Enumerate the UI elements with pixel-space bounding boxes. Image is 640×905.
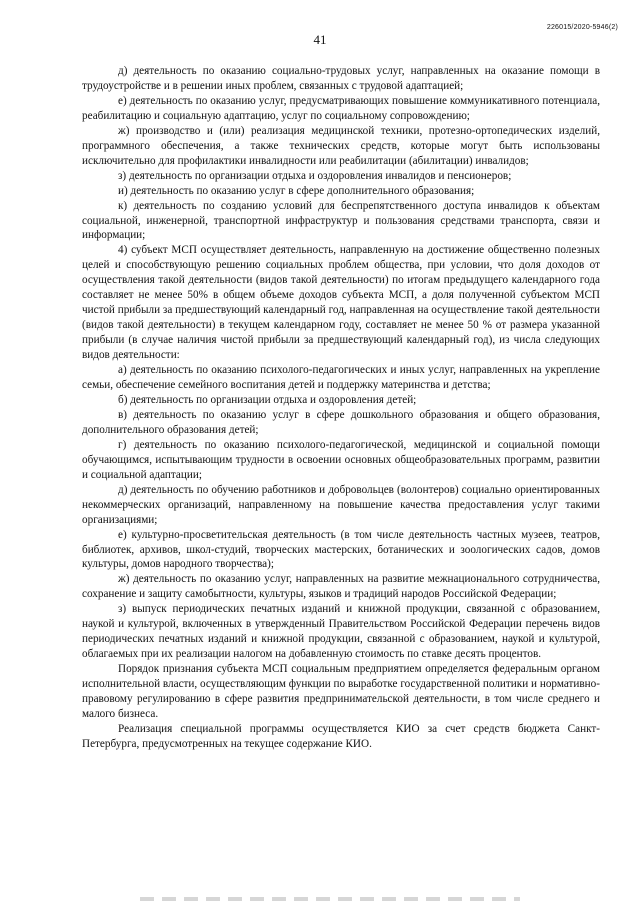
document-body <box>82 64 600 752</box>
page-number: 41 <box>313 32 327 47</box>
paragraph-4-social-goals: 4) субъект МСП осуществляет деятельность, направленную на достижение общественно полезных целей и способствующую решению социальных проблем общества, при условии, что доля доходов от осуществления такой деятельности (видов такой деятельности) по итогам предыдущего календарного года составляет не менее 50% в общем объеме доходов субъекта МСП, а доля полученной субъектом МСП чистой прибыли за предшествующий календарный год, направленная на осуществление такой деятельности (видов такой деятельности) в текущем календарном году, составляет не менее 50 % от размера указанной прибыли (в случае наличия чистой прибыли за предшествующий календарный год), из числа следующих видов деятельности: <box>82 244 600 362</box>
paragraph-e-communication: е) деятельность по оказанию услуг, предусматривающих повышение коммуникативного потенциала, реабилитацию и социальную адаптацию, услуг по социальному сопровождению; <box>82 94 600 122</box>
paragraph-e-cultural: е) культурно-просветительская деятельность (в том числе деятельность частных музеев, театров, библиотек, архивов, школ-студий, творческих мастерских, ботанических и зоологических садов, домов культуры, домов народного творчества); <box>82 528 600 571</box>
paragraph-b-children-recreation: б) деятельность по организации отдыха и оздоровления детей; <box>118 393 417 406</box>
footer-artifact <box>140 897 520 901</box>
paragraph-program-funding: Реализация специальной программы осуществляется КИО за счет средств бюджета Санкт-Петербурга, предусмотренных на текущее содержание КИО. <box>82 722 600 750</box>
paragraph-zh-interethnic: ж) деятельность по оказанию услуг, направленных на развитие межнационального сотрудничества, сохранение и защиту самобытности, культуры, языков и традиций народов Российской Федерации; <box>82 573 600 601</box>
paragraph-i-additional-education: и) деятельность по оказанию услуг в сфере дополнительного образования; <box>118 184 475 197</box>
paragraph-d-volunteer-training: д) деятельность по обучению работников и добровольцев (волонтеров) социально ориентированных некоммерческих организаций, направленному на повышение качества предоставления услуг такими организациями; <box>82 483 600 526</box>
paragraph-k-accessibility: к) деятельность по созданию условий для беспрепятственного доступа инвалидов к объектам социальной, инженерной, транспортной инфраструктур и пользования средствами транспорта, связи и информации; <box>82 199 600 242</box>
document-code: 226015/2020-5946(2) <box>546 24 618 31</box>
paragraph-recognition-procedure: Порядок признания субъекта МСП социальным предприятием определяется федеральным органом исполнительной власти, осуществляющим функции по выработке государственной политики и нормативно-правовому регулированию в сфере развития предпринимательской деятельности, в том числе среднего и малого бизнеса. <box>82 663 600 720</box>
paragraph-v-preschool: в) деятельность по оказанию услуг в сфере дошкольного образования и общего образования, дополнительного образования детей; <box>82 408 600 436</box>
paragraph-d-social-labor: д) деятельность по оказанию социально-трудовых услуг, направленных на оказание помощи в трудоустройстве и в решении иных проблем, связанных с трудовой адаптацией; <box>82 65 600 92</box>
paragraph-g-psych-pedagogical: г) деятельность по оказанию психолого-педагогической, медицинской и социальной помощи обучающимся, испытывающим трудности в освоении основных общеобразовательных программ, развитии и социальной адаптации; <box>82 438 600 481</box>
paragraph-a-family-support: а) деятельность по оказанию психолого-педагогических и иных услуг, направленных на укрепление семьи, обеспечение семейного воспитания детей и поддержку материнства и детства; <box>82 364 600 392</box>
paragraph-z-recreation: з) деятельность по организации отдыха и оздоровления инвалидов и пенсионеров; <box>118 169 512 182</box>
paragraph-zh-medical-tech: ж) производство и (или) реализация медицинской техники, протезно-ортопедических изделий, программного обеспечения, а также технических средств, которые могут быть использованы исключительно для профилактики инвалидности или реабилитации (абилитации) инвалидов; <box>82 124 600 167</box>
paragraph-z-publishing: з) выпуск периодических печатных изданий и книжной продукции, связанной с образованием, наукой и культурой, включенных в утвержденный Правительством Российской Федерации перечень видов периодических печатных изданий и книжной продукции, связанной с образованием, наукой и культурой, облагаемых при их реализации налогом на добавленную стоимость по ставке десять процентов. <box>82 603 600 661</box>
